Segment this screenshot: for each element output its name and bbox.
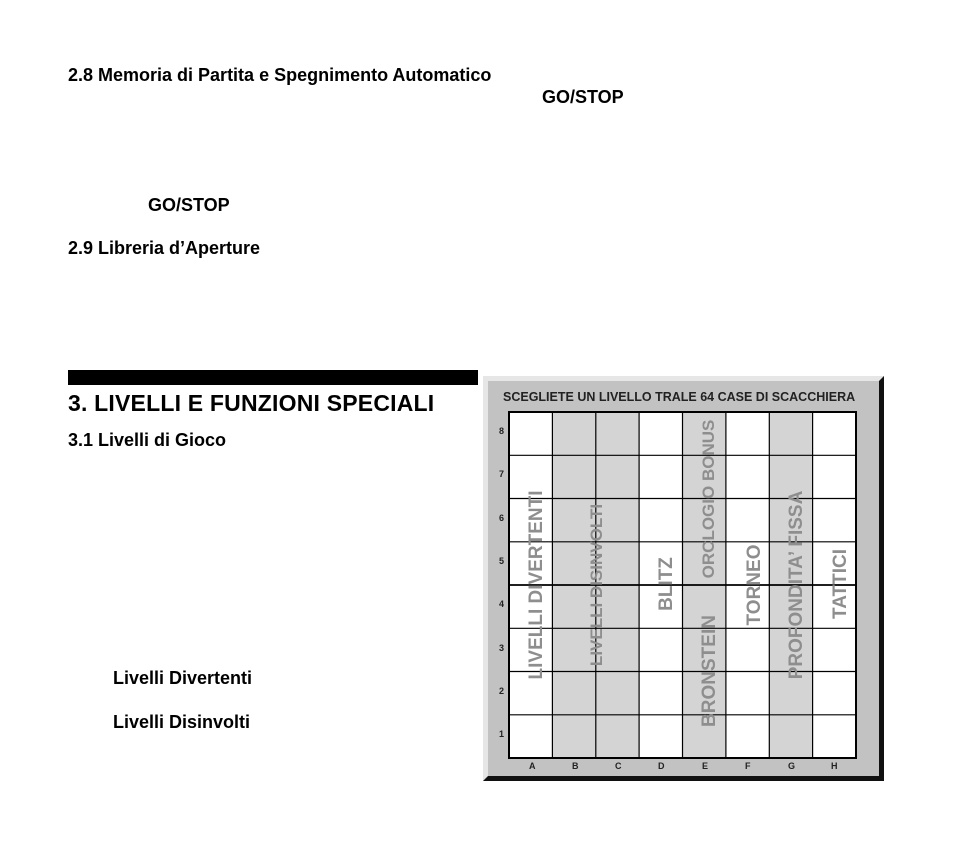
rank-label: 2 xyxy=(499,686,505,696)
file-label: G xyxy=(788,761,796,771)
label-blitz: BLITZ xyxy=(656,557,677,611)
rank-label: 8 xyxy=(499,426,505,436)
section-3-1-heading: 3.1 Livelli di Gioco xyxy=(68,430,227,450)
section-divider-bar xyxy=(68,370,478,385)
go-stop-key-label-2: GO/STOP xyxy=(148,195,230,215)
go-stop-key-label: GO/STOP xyxy=(542,87,624,107)
file-label: H xyxy=(831,761,838,771)
section-2-8-heading: 2.8 Memoria di Partita e Spegnimento Automatico xyxy=(68,65,492,85)
chessboard-grid xyxy=(508,411,860,761)
file-label: B xyxy=(572,761,579,771)
section-2-9-heading: 2.9 Libreria d’Aperture xyxy=(68,238,261,258)
board-title: SCEGLIETE UN LIVELLO TRALE 64 CASE DI SCACCHIERA xyxy=(503,390,856,404)
label-livelli-divertenti: LIVELLI DIVERTENTI xyxy=(526,490,547,680)
file-label: D xyxy=(658,761,665,771)
section-3-heading: 3. LIVELLI E FUNZIONI SPECIALI xyxy=(68,390,435,416)
label-livelli-disinvolti: LIVELLI DISINVOLTI xyxy=(587,503,606,667)
rank-label: 7 xyxy=(499,469,505,479)
file-label: C xyxy=(615,761,622,771)
label-tattici: TATTICI xyxy=(830,549,851,619)
rank-label: 6 xyxy=(499,513,505,523)
label-torneo: TORNEO xyxy=(744,544,765,626)
file-label: E xyxy=(702,761,709,771)
term-livelli-disinvolti: Livelli Disinvolti xyxy=(113,712,251,732)
file-label: F xyxy=(745,761,751,771)
term-livelli-divertenti: Livelli Divertenti xyxy=(113,668,253,688)
label-orologio-bonus: ORCLOGIO BONUS xyxy=(699,419,718,579)
rank-label: 4 xyxy=(499,599,505,609)
label-profondita-fissa: PROFONDITA’ FISSA xyxy=(786,490,807,680)
file-label: A xyxy=(529,761,536,771)
rank-label: 1 xyxy=(499,729,505,739)
label-bronstein: BRONSTEIN xyxy=(699,615,720,727)
rank-label: 5 xyxy=(499,556,505,566)
rank-label: 3 xyxy=(499,643,505,653)
